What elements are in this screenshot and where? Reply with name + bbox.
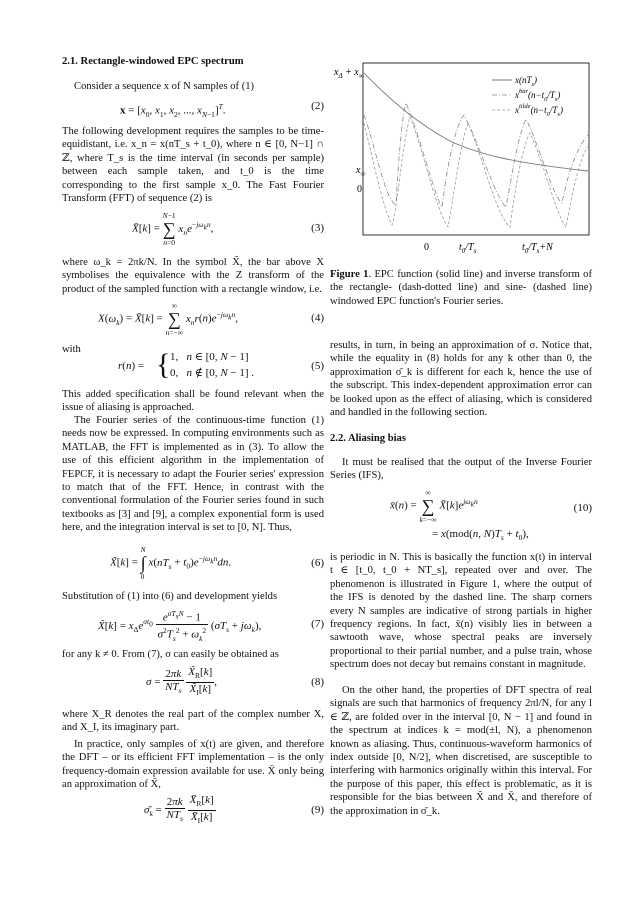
caption-text: . EPC function (solid line) and inverse transform of the rectangle- (dash-dotted line) and sine- (dashed line) windowed EPC function's Fourier series. [330, 269, 592, 307]
equation-number: (5) [311, 360, 324, 372]
equation-number: (4) [311, 312, 324, 324]
equation-8: σ = $\frac{2\pi k}{NT_s}$ $\frac{X̃_R[k]}{X̃_I[k]}$ , (8) [146, 666, 324, 698]
figure-1-caption [330, 268, 592, 308]
paragraph: with [62, 344, 81, 355]
legend-entry-solid: $x(nT_s)$ [515, 75, 538, 88]
paragraph: On the other hand, the properties of DFT spectra of real signals are such that harmonics of frequency 2πl/N, for any l ∈ ℤ, are folded over in the interval [0, N − 1] and found in the spectrum at indices k = mod(±l, N), a phenomenon known as aliasing. Thus, continuous-waveform harmonics of index outside [0, N/2], when discretised, are susceptible to interfering with harmonics originally within this interval. For the purpose of this paper, this effect is problematic, as it is responsible for the bias between X̃ and X̄, and therefore of the approximation in σ̄_k. [330, 685, 592, 817]
plot-frame [363, 63, 589, 235]
legend [492, 75, 563, 118]
paragraph: In practice, only samples of x(t) are given, and therefore the DFT – or its efficient FFT implementation – is the only frequency-domain expression available for use. X̄ only being an approximation of X̃, [62, 739, 324, 791]
paragraph: where X_R denotes the real part of the complex number X, and X_I, its imaginary part. [62, 709, 324, 734]
epc-solid-curve [364, 73, 588, 171]
equation-7: X̃[k] = $x_\Delta e^{\sigma t_0}$ $\frac{e^{\sigma T_sN} - 1}{\sigma^2T_s^2 + \omega_k^2}$ $(\sigma T_s + j\omega_k)$, (7) [98, 609, 324, 643]
paragraph: for any k ≠ 0. From (7), σ can easily be obtained as [62, 649, 279, 660]
equation-number: (7) [311, 618, 324, 630]
x-tick-zero: 0 [424, 242, 429, 253]
equation-number: (10) [573, 502, 592, 514]
equation-9: $\sigmā_k$ = $\frac{2\pi k}{NT_s}$ $\frac{X̄_R[k]}{X̄_I[k]}$ (9) [144, 794, 324, 826]
equation-6: X̃[k] = N ∫ 0 $x(nT_s + t_0)e^{-j\omega_kn}dn$. (6) [110, 545, 324, 581]
paragraph: is periodic in N. This is basically the function x(t) in interval t ∈ [t_0, t_0 + NT_s], repeated over and over. The phenomenon is illustrated in Figure 1, where the output of the IFS is denoted by the dashed line. The sharp corners every N samples are indicative of strong partials in higher frequency regions. In fact, x̄(n) visibly lies in between a sawtooth wave, whose spectral peaks are inversely proportional to their partial number, and a pulse train, whose spectrum does not decay but remains constant in magnitude. [330, 552, 592, 671]
x-tick-t0-plus-n: $t_0/T_s+N$ [522, 242, 553, 255]
figure-1 [330, 55, 592, 260]
equation-number: (2) [311, 100, 324, 112]
section-heading-2-1: 2.1. Rectangle-windowed EPC spectrum [62, 56, 244, 67]
equation-number: (6) [311, 557, 324, 569]
equation-4: $X(\omega_k)$ = X̄[k] = ∞ ∑ n=−∞ $x_nr(n)e^{-j\omega_kn}$, (4) [98, 301, 324, 337]
sine-window-dashed-curve [364, 117, 588, 227]
paragraph: The Fourier series of the continuous-time function (1) needs now be expressed. In computing environments such as MATLAB, the FFT is implemented as in (3). To allow the use of this efficient algorithm in the implementation of FEPCF, it is necessary to adapt the Fourier series' expression to match that of the FFT. Hence, in contrast with the conventional formulation of the Fourier series found in such textbooks as [3] and [9], a complex exponential form is used here, and the integration interval is set to [0, N]. Thus, [62, 415, 324, 534]
equation-10: x̄(n) = ∞ ∑ k=−∞ $X̄[k]e^{j\omega_kn}$ = x(mod(n, $N)T_s + t_0$), (10) [390, 488, 592, 543]
legend-entry-dashdot: $x^{bar}(n-t_0/T_s)$ [515, 88, 561, 103]
paragraph: Substitution of (1) into (6) and development yields [62, 591, 278, 602]
equation-5: r(n) = { 1, n ∈ [0, N − 1] 0, n ∉ [0, N − 1] . (5) [118, 348, 324, 381]
paragraph: results, in turn, in being an approximation of σ. Notice that, while the equality in (8) holds for any k other than 0, the approximation σ̄_k is different for each k, hence the use of the subscript. This index-dependent approximation error can be looked upon as the effect of aliasing, which is considered and handled in the following section. [330, 340, 592, 419]
paragraph: It must be realised that the output of the Inverse Fourier Series (IFS), [330, 457, 592, 482]
equation-3: X̄[k] = N−1 ∑ n=0 $x_ne^{-j\omega_kn}$, (3) [132, 211, 324, 247]
caption-label: Figure 1 [330, 269, 369, 280]
y-tick-x-inf: $x_\infty$ [356, 165, 366, 178]
paragraph: The following development requires the samples to be time-equidistant, i.e. x_n = x(nT_s + t_0), where n ∈ [0, N−1] ∩ ℤ, where T_s is the time interval (in seconds per sample) between each sample taken, and t_0 is the time corresponding to the first sample x_0. The Fast Fourier Transform (FFT) of sequence (2) is [62, 126, 324, 205]
section-heading-2-2: 2.2. Aliasing bias [330, 433, 406, 444]
y-axis-label: $x_\Delta + x_\infty$ [334, 67, 364, 80]
equation-number: (8) [311, 676, 324, 688]
paragraph: This added specification shall be found relevant when the issue of aliasing is approached. [62, 389, 324, 414]
legend-entry-dashed: $x^{tilde}(n-t_0/T_s)$ [515, 103, 563, 118]
equation-2: $x = [x_0$, $x_1$, $x_2$, ..., $x_{N-1}]^T$. (2) [120, 100, 324, 119]
equation-number: (3) [311, 222, 324, 234]
paragraph: Consider a sequence x of N samples of (1) [74, 81, 255, 92]
y-tick-zero: 0 [357, 184, 362, 195]
equation-number: (9) [311, 804, 324, 816]
x-tick-t0: $t_0/T_s$ [459, 242, 477, 255]
paragraph: where ω_k = 2πk/N. In the symbol X̃, the bar above X symbolises the equivalence with the Z transform of the product of the sampled function with a rectangle window, i.e. [62, 257, 324, 295]
